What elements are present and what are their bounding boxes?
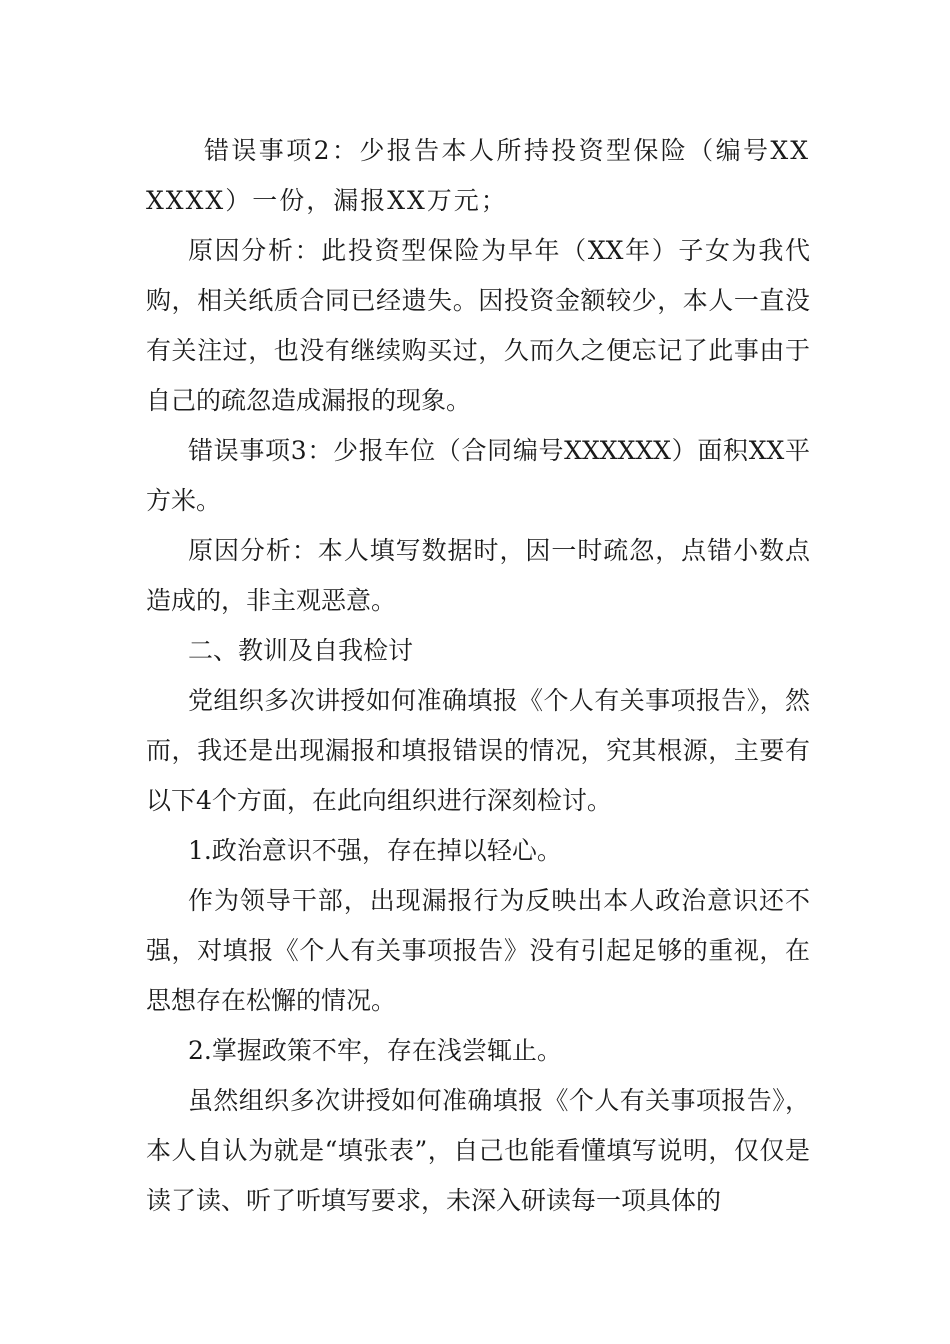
paragraph-point-1: 作为领导干部，出现漏报行为反映出本人政治意识还不强，对填报《个人有关事项报告》没有引起足够的重视，在思想存在松懈的情况。 xyxy=(146,886,810,1015)
point-heading-1: 1.政治意识不强，存在掉以轻心。 xyxy=(188,836,562,865)
paragraph-point-2: 虽然组织多次讲授如何准确填报《个人有关事项报告》，本人自认为就是“填张表”，自己也能看懂填写说明，仅仅是读了读、听了听填写要求，未深入研读每一项具体的 xyxy=(146,1086,810,1215)
paragraph-error-item-2: 错误事项2：少报告本人所持投资型保险（编号XXXXXX）一份，漏报XX万元； xyxy=(146,136,810,215)
paragraph-error-item-3: 错误事项3：少报车位（合同编号XXXXXX）面积XX平方米。 xyxy=(146,436,810,515)
paragraph-lessons-intro: 党组织多次讲授如何准确填报《个人有关事项报告》，然而，我还是出现漏报和填报错误的情况，究其根源，主要有以下4个方面，在此向组织进行深刻检讨。 xyxy=(146,686,810,815)
paragraph-cause-analysis-1: 原因分析：此投资型保险为早年（XX年）子女为我代购，相关纸质合同已经遗失。因投资金额较少，本人一直没有关注过，也没有继续购买过，久而久之便忘记了此事由于自己的疏忽造成漏报的现象。 xyxy=(146,236,810,415)
point-heading-2: 2.掌握政策不牢，存在浅尝辄止。 xyxy=(188,1036,562,1065)
section-heading-lessons: 二、教训及自我检讨 xyxy=(188,636,414,665)
document-body xyxy=(146,126,810,1226)
paragraph-cause-analysis-2: 原因分析：本人填写数据时，因一时疏忽，点错小数点造成的，非主观恶意。 xyxy=(146,536,810,615)
